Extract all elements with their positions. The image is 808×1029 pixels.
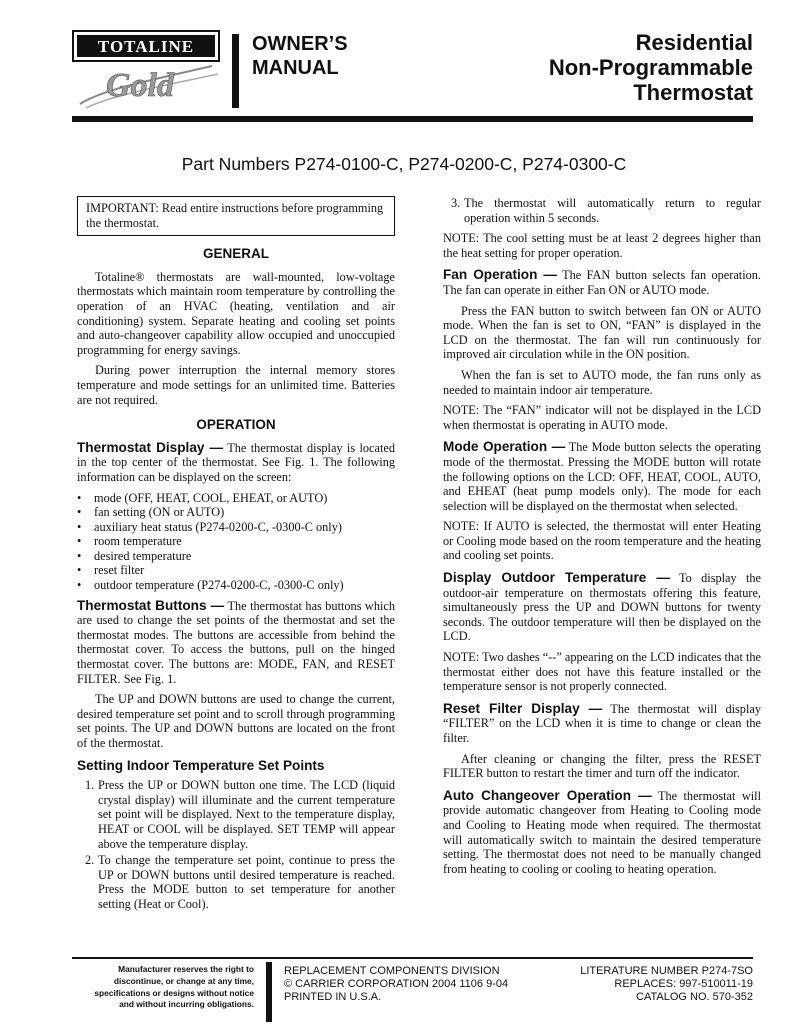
document-title [549, 30, 753, 105]
auto-changeover-heading: Auto Changeover Operation — [443, 787, 652, 803]
fan-paragraph-2: Press the FAN button to switch between fan ON or AUTO mode. When the fan is set to ON, “FAN” is displayed in the LCD on the thermostat. The fan will run continuously for improved air circulation while in the ON position. [443, 303, 761, 362]
title-line-2: Non-Programmable [548, 55, 753, 80]
fan-operation-section [443, 268, 761, 297]
step-number: 2. [85, 853, 95, 868]
auto-changeover-section [443, 789, 761, 877]
mode-operation-heading: Mode Operation — [443, 439, 566, 455]
logo-script: Gold [106, 67, 174, 104]
header-divider-bar [232, 34, 239, 108]
thermostat-display-section [77, 441, 395, 485]
step-item [443, 196, 761, 225]
step-item [77, 853, 395, 911]
setting-set-points-heading: Setting Indoor Temperature Set Points [77, 757, 325, 773]
list-item: • auxiliary heat status (P274-0200-C, -0300-C only) [77, 520, 395, 535]
general-paragraph-1: Totaline® thermostats are wall-mounted, low-voltage thermostats which maintain room temperature by controlling the operation of an HVAC (heating, ventilation and air conditioning) system. Separate heating and cooling set points and auto-changeover capability allow occupied and unoccupied programming for energy savings. [77, 269, 395, 357]
list-item: • fan setting (ON or AUTO) [77, 505, 395, 520]
step-text: To change the temperature set point, continue to press the UP or DOWN buttons until desired temperature is reached. Press the MODE button to set temperature for another setting (Heat or Cool). [98, 853, 395, 911]
division-info [284, 965, 508, 1005]
part-numbers: Part Numbers P274-0100-C, P274-0200-C, P274-0300-C [181, 154, 627, 174]
disclaimer-line: and without incurring obligations. [119, 999, 254, 1010]
manual-line-2: MANUAL [252, 57, 339, 79]
set-point-steps-continued [443, 196, 761, 225]
printed-line: PRINTED IN U.S.A. [284, 991, 382, 1004]
title-line-1: Residential [635, 30, 753, 55]
thermostat-display-heading: Thermostat Display — [77, 439, 224, 455]
general-heading: GENERAL [202, 246, 269, 262]
footer-rule [72, 957, 753, 959]
step-number: 3. [451, 196, 461, 210]
fan-operation-heading: Fan Operation — [443, 267, 558, 283]
reset-filter-heading: Reset Filter Display — [443, 700, 603, 716]
step-number: 1. [85, 778, 95, 793]
disclaimer-line: discontinue, or change at any time, [113, 975, 254, 986]
logo-wordmark: TOTALINE [97, 37, 195, 56]
copyright-line: © CARRIER CORPORATION 2004 1106 9-04 [284, 978, 509, 991]
important-notice: IMPORTANT: Read entire instructions before programming the thermostat. [77, 196, 395, 236]
manual-type-label [252, 32, 348, 80]
totaline-gold-logo [72, 30, 222, 110]
step-text: The thermostat will automatically return to regular operation within 5 seconds. [464, 196, 761, 225]
fan-paragraph-3: When the fan is set to AUTO mode, the fan runs only as needed to maintain indoor air temperature. [443, 367, 761, 397]
mode-operation-text: The Mode button selects the operating mode of the thermostat. Pressing the MODE button will rotate the following options on the LCD: OFF, HEAT, COOL, AUTO, and EHEAT (heat pump models only). The mode for each selection will be displayed on the thermostat when selected. [443, 440, 762, 513]
logo-graphic [72, 30, 222, 110]
disclaimer-line: Manufacturer reserves the right to [118, 964, 254, 974]
thermostat-buttons-section [77, 599, 395, 687]
list-item: • reset filter [77, 563, 395, 578]
step-item [77, 778, 395, 851]
set-point-steps [77, 778, 395, 911]
right-column [443, 196, 761, 882]
cool-setting-note: NOTE: The cool setting must be at least 2 degrees higher than the heat setting for proper operation. [443, 231, 761, 260]
footer-divider-bar [266, 962, 272, 1022]
operation-heading: OPERATION [196, 417, 276, 433]
general-paragraph-2: During power interruption the internal memory stores temperature and mode settings for an unlimited time. Batteries are not required. [77, 363, 395, 407]
auto-changeover-text: The thermostat will provide automatic changeover from Heating to Cooling mode and Cooling to Heating mode when required. The thermostat will automatically switch to maintain the desired temperature setting. The thermostat does not need to be manually changed from heating to cooling or cooling to heating operation. [443, 788, 761, 876]
mode-operation-section [443, 440, 761, 513]
step-text: Press the UP or DOWN button one time. The LCD (liquid crystal display) will illuminate and the current temperature set point will be displayed. Next to the temperature display, HEAT or COOL will be displayed. SET TEMP will appear above the temperature display. [98, 778, 395, 851]
outdoor-temperature-heading: Display Outdoor Temperature — [443, 570, 670, 586]
disclaimer-line: specifications or designs without notice [94, 987, 254, 998]
list-item: • outdoor temperature (P274-0200-C, -0300-C only) [77, 578, 395, 593]
thermostat-display-text: The thermostat display is located in the top center of the thermostat. See Fig. 1. The following information can be displayed on the screen: [77, 440, 395, 484]
list-item: • room temperature [77, 534, 395, 549]
division-line: REPLACEMENT COMPONENTS DIVISION [284, 965, 500, 977]
reset-filter-text: The thermostat will display “FILTER” on the LCD when it is time to change or clean the filter. [443, 701, 761, 745]
replaces-line: REPLACES: 997-510011-19 [614, 978, 753, 991]
display-info-list [77, 491, 395, 593]
thermostat-buttons-text: The thermostat has buttons which are used to change the set points of the thermostat and set the thermostat modes. The buttons are accessible from behind the thermostat cover. To access the buttons, pull on the hinged thermostat cover. The buttons are: MODE, FAN, and RESET FILTER. See Fig. 1. [77, 598, 395, 686]
literature-number: LITERATURE NUMBER P274-7SO [580, 965, 753, 977]
thermostat-buttons-heading: Thermostat Buttons — [77, 597, 225, 613]
catalog-number: CATALOG NO. 570-352 [636, 991, 753, 1004]
list-item: • mode (OFF, HEAT, COOL, EHEAT, or AUTO) [77, 491, 395, 506]
list-item: • desired temperature [77, 549, 395, 564]
left-column [77, 196, 395, 918]
reset-filter-section [443, 702, 761, 746]
fan-note: NOTE: The “FAN” indicator will not be displayed in the LCD when thermostat is operating in AUTO mode. [443, 403, 761, 432]
mode-note: NOTE: If AUTO is selected, the thermostat will enter Heating or Cooling mode based on the room temperature and the heating and cooling set points. [443, 519, 761, 563]
manufacturer-disclaimer [72, 964, 254, 1011]
up-down-buttons-paragraph: The UP and DOWN buttons are used to change the current, desired temperature set point and to scroll through programming set points. The UP and DOWN buttons are located on the front of the thermostat. [77, 692, 395, 750]
title-line-3: Thermostat [633, 80, 753, 105]
header-rule [72, 116, 753, 122]
reset-filter-paragraph-2: After cleaning or changing the filter, press the RESET FILTER button to restart the timer and turn off the indicator. [443, 751, 761, 781]
manual-line-1: OWNER’S [252, 33, 348, 55]
outdoor-note: NOTE: Two dashes “--” appearing on the LCD indicates that the thermostat either does not have this feature installed or the temperature sensor is not properly connected. [443, 650, 761, 694]
outdoor-temperature-text: To display the outdoor-air temperature on thermostats offering this feature, simultaneously press the UP and DOWN buttons for twenty seconds. The outdoor temperature will then be displayed on the LCD. [443, 571, 761, 644]
literature-info [580, 965, 753, 1005]
fan-operation-text: The FAN button selects fan operation. The fan can operate in either Fan ON or AUTO mode. [443, 268, 762, 297]
outdoor-temperature-section [443, 571, 761, 644]
